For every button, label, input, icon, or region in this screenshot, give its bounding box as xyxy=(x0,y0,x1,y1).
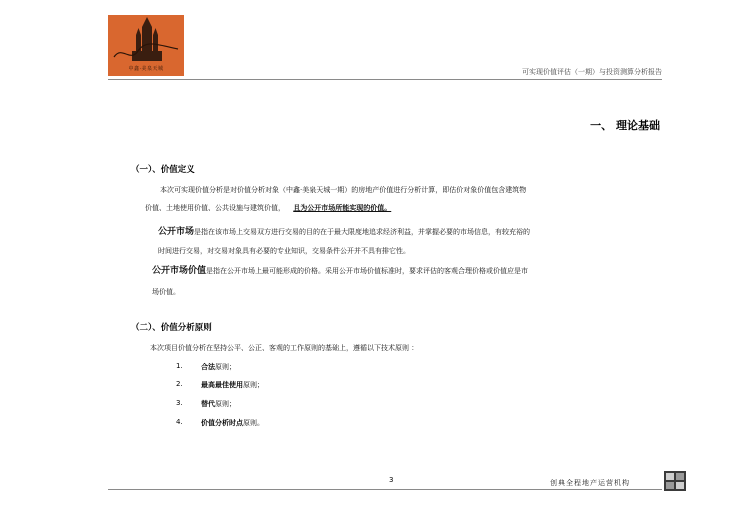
logo-caption: 中鑫·美泉天城 xyxy=(128,66,164,72)
principles-intro: 本次项目价值分析在坚持公平、公正、客观的工作原则的基础上，遵循以下技术原则 ： xyxy=(150,344,419,352)
list-item xyxy=(201,418,264,428)
report-title: 可实现价值评估（一期）与投资测算分析报告 xyxy=(522,68,662,76)
list-item-number: 4. xyxy=(176,418,183,426)
list-item-emphasis: 价值分析时点 xyxy=(201,419,243,427)
paragraph-line: 场价值。 xyxy=(152,288,180,296)
term-market-value: 公开市场价值 xyxy=(152,266,207,276)
company-logo xyxy=(108,15,184,76)
paragraph-line: 时间进行交易，对交易对象具有必要的专业知识，交易条件公开并不具有排它性。 xyxy=(158,247,410,255)
section-title: 一、 理论基础 xyxy=(590,119,660,132)
list-item-text: 原则； xyxy=(215,400,236,408)
list-item-number: 3. xyxy=(176,399,183,407)
definition-open-market xyxy=(158,227,530,237)
list-item-emphasis: 最高最佳使用 xyxy=(201,381,243,389)
footer-divider xyxy=(108,489,662,490)
list-item xyxy=(201,380,264,390)
emphasis-text: 且为公开市场所能实现的价值。 xyxy=(293,204,392,212)
footer-logo-icon xyxy=(664,471,686,491)
list-item xyxy=(201,362,236,372)
list-item-emphasis: 合法 xyxy=(201,363,215,371)
footer-org-name: 创典全程地产运营机构 xyxy=(550,479,630,487)
list-item-emphasis: 替代 xyxy=(201,400,215,408)
paragraph-line xyxy=(145,203,391,213)
definition-market-value xyxy=(152,266,528,276)
term-definition: 是指在公开市场上最可能形成的价格。采用公开市场价值标准时，要求评估的客观合理价格或价值应是市 xyxy=(206,267,529,275)
list-item-number: 1. xyxy=(176,362,183,370)
list-item-text: 原则。 xyxy=(243,419,264,427)
list-item xyxy=(201,399,236,409)
list-item-number: 2. xyxy=(176,380,183,388)
list-item-text: 原则； xyxy=(215,363,236,371)
header-divider xyxy=(108,79,662,80)
page-number: 3 xyxy=(389,476,394,484)
list-item-text: 原则； xyxy=(243,381,264,389)
term-definition: 是指在该市场上交易双方进行交易的目的在于最大限度地追求经济利益，并掌握必要的市场信息，有较充裕的 xyxy=(194,228,531,236)
paragraph-line: 本次可实现价值分析是对价值分析对象（中鑫·美泉天城一期）的房地产价值进行分析计算，即估价对象价值包含建筑物 xyxy=(160,186,527,194)
term-open-market: 公开市场 xyxy=(158,227,195,237)
principles-heading: （二）、价值分析原则 xyxy=(131,323,212,333)
value-definition-heading: （一）、价值定义 xyxy=(131,165,195,175)
paragraph-text: 价值、土地使用价值、公共设施与建筑价值， xyxy=(145,204,285,212)
